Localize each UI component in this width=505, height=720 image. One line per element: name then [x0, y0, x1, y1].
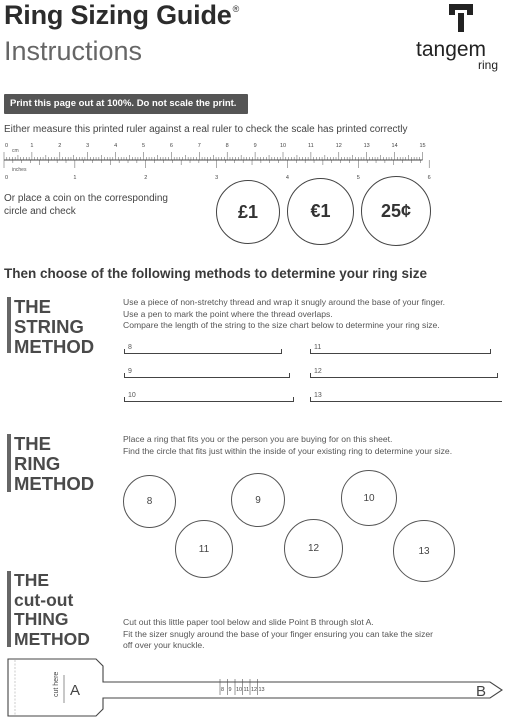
- page-title-text: Ring Sizing Guide: [4, 0, 232, 30]
- string-line-end: [281, 349, 282, 354]
- ring-desc-line: Place a ring that fits you or the person you are buying for on this sheet.: [123, 434, 393, 444]
- ruler-cm-label: 6: [169, 143, 173, 149]
- string-size-label: 12: [314, 368, 322, 375]
- ruler-cm-label: 15: [419, 143, 426, 149]
- ruler-inch-label: 1: [73, 175, 77, 181]
- sizer-scale-label: 10: [236, 687, 243, 693]
- ruler-cm-labels: [5, 143, 426, 149]
- ruler-inch-label: 2: [144, 175, 148, 181]
- string-method-description: [123, 297, 445, 332]
- string-size-line: [124, 401, 294, 402]
- cutout-desc-line: Fit the sizer snugly around the base of your finger ensuring you can take the sizer: [123, 628, 434, 639]
- sizer-scale-label: 11: [243, 687, 250, 693]
- ring-size-circle-12: 12: [284, 519, 343, 578]
- ruler-cm-label: 12: [335, 143, 342, 149]
- brand-sub: ring: [478, 58, 499, 72]
- ring-title-line: THE: [14, 433, 51, 454]
- page-title: [4, 0, 239, 31]
- registered-mark: ®: [232, 4, 240, 14]
- ruler-cm-label: 14: [391, 143, 398, 149]
- cutout-desc-line: off over your knuckle.: [123, 640, 205, 650]
- ruler-cm-label: 5: [141, 143, 146, 149]
- page-subtitle: Instructions: [4, 36, 143, 66]
- string-size-line: [124, 353, 282, 354]
- string-size-label: 11: [314, 344, 322, 351]
- cutout-method-description: [123, 617, 433, 652]
- ring-desc-line: Find the circle that fits just within the inside of your existing ring to determine your size.: [123, 445, 453, 456]
- string-method-bar: [7, 297, 11, 353]
- print-notice: Print this page out at 100%. Do not scale the print.: [4, 94, 248, 114]
- cut-here-label: cut here: [53, 671, 60, 697]
- string-size-line: [310, 401, 502, 402]
- string-line-start: [310, 397, 311, 402]
- ruler-inch-label: 4: [285, 175, 289, 181]
- coin-instructions: Or place a coin on the corresponding circle and check: [4, 193, 168, 217]
- ruler-ticks: [4, 152, 429, 168]
- string-line-end: [289, 373, 290, 378]
- sizer-scale: [220, 679, 265, 695]
- coin-circle-pound: £1: [216, 180, 280, 244]
- ring-size-circle-13: 13: [393, 520, 455, 582]
- string-line-end: [497, 373, 498, 378]
- coin-circle-quarter: 25¢: [361, 176, 431, 246]
- string-line-start: [124, 373, 125, 378]
- ruler-inch-label: 5: [356, 175, 360, 181]
- string-line-start: [310, 349, 311, 354]
- ruler-inch-label: 0: [5, 175, 9, 181]
- string-title-line: STRING: [14, 316, 84, 337]
- ruler-inch-labels: [5, 175, 431, 181]
- printed-ruler: [0, 138, 505, 186]
- ruler-cm-unit: cm: [12, 148, 19, 154]
- ruler-inch-label: 6: [427, 175, 431, 181]
- ruler-cm-label: 10: [279, 143, 287, 149]
- ruler-cm-label: 9: [253, 143, 257, 149]
- ring-method-bar: [7, 434, 11, 492]
- ring-size-circle-8: 8: [123, 475, 176, 528]
- ruler-cm-label: 0: [5, 143, 9, 149]
- string-line-end: [490, 349, 491, 354]
- string-title-line: THE: [14, 296, 51, 317]
- cutout-title-line: THING: [14, 609, 69, 629]
- ring-title-line: RING: [14, 453, 61, 474]
- string-size-label: 13: [314, 392, 322, 399]
- string-size-label: 8: [128, 344, 132, 351]
- string-size-line: [310, 353, 491, 354]
- ruler-cm-label: 13: [363, 143, 370, 149]
- ring-title-line: METHOD: [14, 473, 95, 494]
- coin-circle-euro: €1: [287, 178, 354, 245]
- sizer-scale-label: 9: [228, 687, 232, 693]
- sizer-scale-label: 8: [221, 687, 225, 693]
- string-size-label: 9: [128, 368, 132, 375]
- ruler-inch-unit: inches: [12, 167, 27, 173]
- string-line-start: [310, 373, 311, 378]
- string-desc-line: Use a pen to mark the point where the thread overlaps.: [123, 308, 333, 319]
- string-size-label: 10: [128, 392, 136, 399]
- string-size-line: [124, 377, 290, 378]
- measure-instructions: Either measure this printed ruler against a real ruler to check the scale has printed correctly: [4, 124, 408, 135]
- string-desc-line: Use a piece of non-stretchy thread and wrap it snugly around the base of your finger.: [123, 297, 445, 307]
- string-line-start: [124, 349, 125, 354]
- ruler-cm-label: 4: [114, 143, 118, 149]
- string-method-title: [14, 297, 94, 357]
- cutout-title-line: cut-out: [14, 589, 74, 610]
- point-a-label: A: [70, 682, 81, 699]
- methods-heading: Then choose of the following methods to determine your ring size: [4, 266, 428, 281]
- paper-sizer-tool: [0, 655, 505, 720]
- point-b-label: B: [476, 683, 487, 700]
- ring-size-circle-9: 9: [231, 473, 285, 527]
- string-size-line: [310, 377, 498, 378]
- cutout-method-bar: [7, 571, 11, 647]
- string-title-line: METHOD: [14, 336, 95, 357]
- ruler-cm-label: 3: [86, 143, 90, 149]
- ring-method-description: [123, 434, 452, 457]
- tangem-t-logo-icon: [449, 4, 473, 32]
- ruler-inch-label: 3: [215, 175, 219, 181]
- ruler-cm-label: 8: [225, 143, 229, 149]
- brand-name: tangem: [416, 38, 487, 61]
- cutout-desc-line: Cut out this little paper tool below and slide Point B through slot A.: [123, 617, 374, 627]
- cutout-title-line: METHOD: [14, 628, 90, 649]
- ruler-cm-label: 1: [30, 143, 34, 149]
- ring-size-circle-11: 11: [175, 520, 233, 578]
- string-line-start: [124, 397, 125, 402]
- ring-size-circle-10: 10: [341, 470, 397, 526]
- sizer-scale-label: 12: [251, 687, 258, 693]
- string-line-end: [293, 397, 294, 402]
- ruler-cm-label: 11: [308, 143, 314, 149]
- ruler-cm-label: 2: [58, 143, 62, 149]
- cutout-method-title: [14, 571, 90, 649]
- cutout-title-line: THE: [14, 570, 49, 590]
- ring-method-title: [14, 434, 94, 494]
- string-desc-line: Compare the length of the string to the size chart below to determine your ring size.: [123, 320, 440, 330]
- sizer-scale-label: 13: [258, 687, 265, 693]
- ruler-cm-label: 7: [197, 143, 201, 149]
